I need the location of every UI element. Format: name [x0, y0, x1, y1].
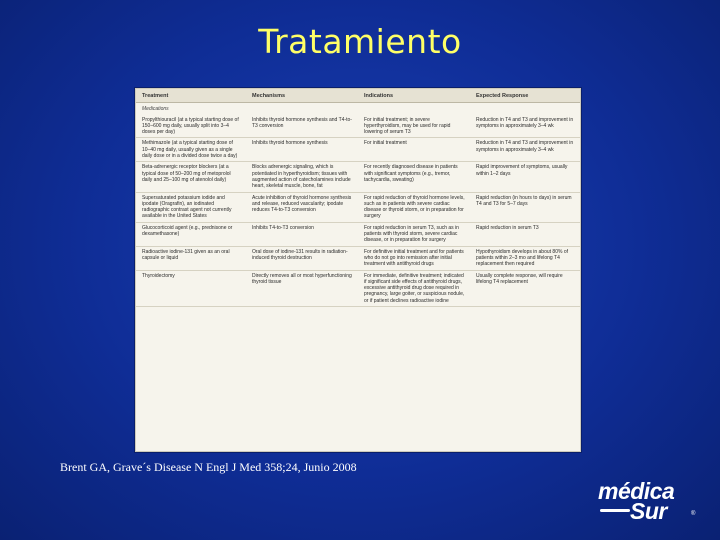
table-cell: Propylthiouracil (at a typical starting dose of 150–600 mg daily, usually split into 3–4 doses per day)	[136, 115, 246, 138]
table-cell: Reduction in T4 and T3 and improvement in symptoms in approximately 3–4 wk	[470, 115, 580, 138]
table-row	[136, 138, 580, 162]
treatment-table	[136, 89, 580, 307]
treatment-table-figure	[135, 88, 581, 452]
table-row	[136, 270, 580, 306]
table-header-row	[136, 89, 580, 103]
table-cell: Rapid reduction (in hours to days) in serum T4 and T3 for 5–7 days	[470, 192, 580, 222]
table-cell: Radioactive iodine-131 given as an oral capsule or liquid	[136, 246, 246, 270]
table-cell: Methimazole (at a typical starting dose of 10–40 mg daily, usually given as a single daily dose or in a divided dose twice a day)	[136, 138, 246, 162]
table-cell: Hypothyroidism develops in about 80% of patients within 2–3 mo and lifelong T4 replacement then required	[470, 246, 580, 270]
table-cell: Inhibits thyroid hormone synthesis	[246, 138, 358, 162]
registered-mark: ®	[691, 511, 696, 517]
table-cell: For rapid reduction in serum T3, such as in patients with thyroid storm, severe cardiac disease, or in preparation for surgery	[358, 222, 470, 246]
table-cell: Acute inhibition of thyroid hormone synthesis and release, reduced vascularity; ipodate reduces T4-to-T3 conversion	[246, 192, 358, 222]
header-treatment: Treatment	[136, 89, 246, 103]
table-row	[136, 192, 580, 222]
citation-text: Brent GA, Grave´s Disease N Engl J Med 358;24, Junio 2008	[60, 460, 357, 474]
logo-swoosh-mark	[600, 509, 630, 512]
section-label-medications: Medications	[142, 106, 169, 113]
header-mechanisms: Mechanisms	[246, 89, 358, 103]
table-cell: For rapid reduction of thyroid hormone levels, such as in patients with severe cardiac disease or thyroid storm, or in preparation for surgery	[358, 192, 470, 222]
logo-text-sur: Sur	[630, 498, 667, 524]
header-expected-response: Expected Response	[470, 89, 580, 103]
table-cell: For definitive initial treatment and for patients who do not go into remission after initial treatment with antithyroid drugs	[358, 246, 470, 270]
table-row	[136, 222, 580, 246]
table-cell: For recently diagnosed disease in patients with significant symptoms (e.g., tremor, tachycardia, sweating)	[358, 162, 470, 192]
table-cell: Inhibits thyroid hormone synthesis and T4-to-T3 conversion	[246, 115, 358, 138]
table-cell: Oral dose of iodine-131 results in radiation-induced thyroid destruction	[246, 246, 358, 270]
table-row	[136, 246, 580, 270]
table-cell: For initial treatment; in severe hyperthyroidism, may be used for rapid lowering of serum T3	[358, 115, 470, 138]
table-cell: For immediate, definitive treatment; indicated if significant side effects of antithyroid drugs, excessive antithyroid drug dose required in pregnancy, large goiter, or suspicious nodule, or if patient declines radioactive iodine	[358, 270, 470, 306]
table-cell: Glucocorticoid agent (e.g., prednisone or dexamethasone)	[136, 222, 246, 246]
table-cell: Usually complete response, will require lifelong T4 replacement	[470, 270, 580, 306]
medica-sur-logo	[598, 478, 698, 524]
table-cell: Reduction in T4 and T3 and improvement in symptoms in approximately 3–4 wk	[470, 138, 580, 162]
table-cell: Thyroidectomy	[136, 270, 246, 306]
header-indications: Indications	[358, 89, 470, 103]
table-cell: Rapid reduction in serum T3	[470, 222, 580, 246]
table-cell: Blocks adrenergic signaling, which is potentiated in hyperthyroidism; tissues with augmented action of catecholamines include heart, skeletal muscle, bone, fat	[246, 162, 358, 192]
table-cell: Supersaturated potassium iodide and ipodate (Oragrafin), an iodinated radiographic contrast agent not currently available in the United States	[136, 192, 246, 222]
table-cell: For initial treatment	[358, 138, 470, 162]
table-cell: Directly removes all or most hyperfunctioning thyroid tissue	[246, 270, 358, 306]
table-cell: Rapid improvement of symptoms, usually within 1–2 days	[470, 162, 580, 192]
table-cell: Beta-adrenergic receptor blockers (at a typical dose of 50–200 mg of metoprolol daily and 25–100 mg of atenolol daily)	[136, 162, 246, 192]
table-cell: Inhibits T4-to-T3 conversion	[246, 222, 358, 246]
table-row	[136, 162, 580, 192]
table-row	[136, 115, 580, 138]
table-section-row	[136, 103, 580, 115]
slide-title: Tratamiento	[258, 22, 462, 61]
logo-text-medica: médica	[598, 478, 675, 504]
